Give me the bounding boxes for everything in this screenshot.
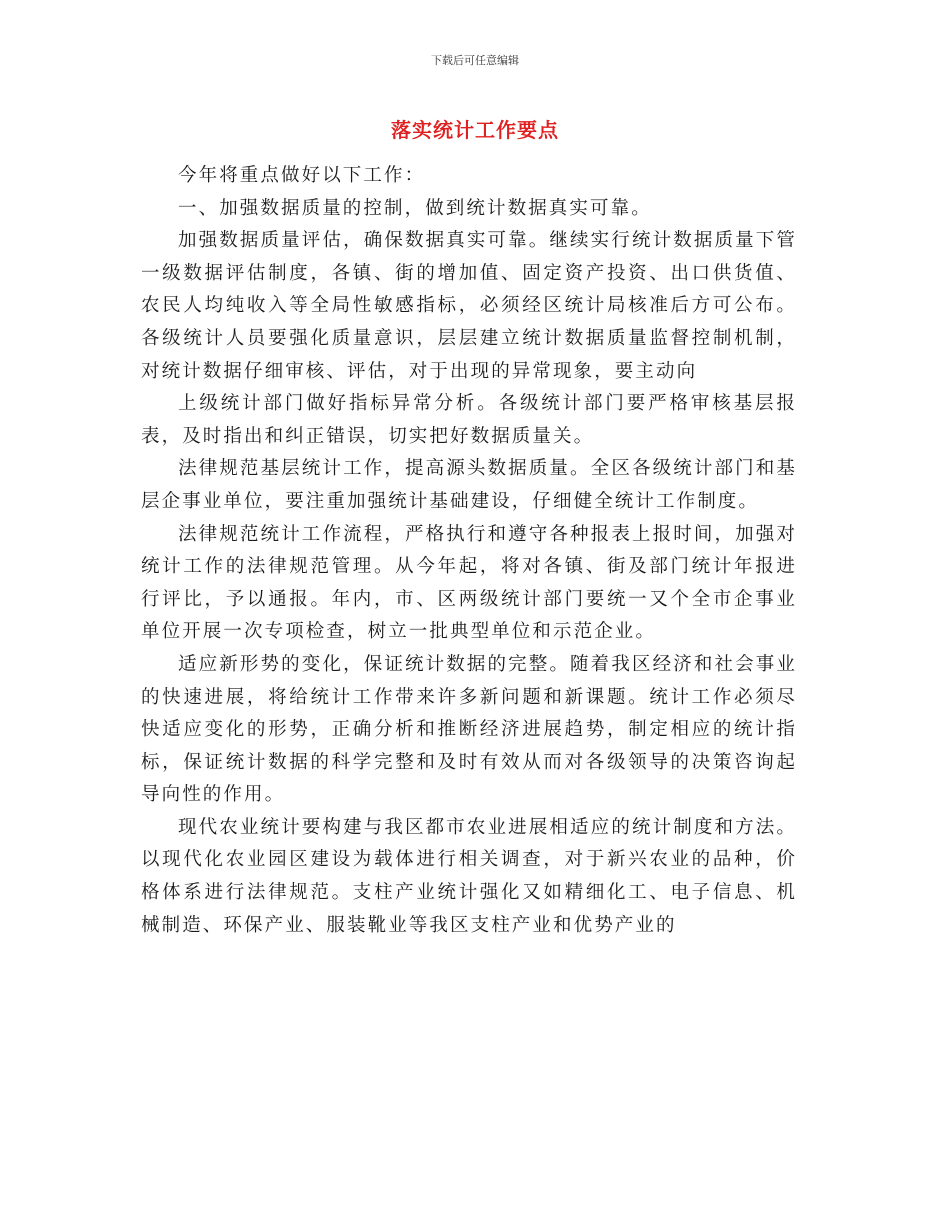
paragraph-quality-assessment: 加强数据质量评估，确保数据真实可靠。继续实行统计数据质量下管一级数据评估制度，各镇、街的增加值、固定资产投资、出口供货值、农民人均纯收入等全局性敏感指标，必须经区统计局核准后方可公布。各级统计人员要强化质量意识，层层建立统计数据质量监督控制机制，对统计数据仔细审核、评估，对于出现的异常现象，要主动向	[141, 230, 797, 382]
paragraph-workflow-standards: 法律规范统计工作流程，严格执行和遵守各种报表上报时间，加强对统计工作的法律规范管理。从今年起，将对各镇、街及部门统计年报进行评比，予以通报。年内，市、区两级统计部门要统一又个全市企事业单位开展一次专项检查，树立一批典型单位和示范企业。	[141, 523, 797, 643]
paragraph-grassroots-statistics: 法律规范基层统计工作，提高源头数据质量。全区各级统计部门和基层企事业单位，要注重加强统计基础建设，仔细健全统计工作制度。	[141, 458, 797, 512]
paragraph-modern-agriculture: 现代农业统计要构建与我区都市农业进展相适应的统计制度和方法。以现代化农业园区建设为载体进行相关调查，对于新兴农业的品种，价格体系进行法律规范。支柱产业统计强化又如精细化工、电子信息、机械制造、环保产业、服装靴业等我区支柱产业和优势产业的	[141, 816, 797, 936]
paragraph-section-heading: 一、加强数据质量的控制，做到统计数据真实可靠。	[178, 197, 652, 219]
paragraph-anomaly-analysis: 上级统计部门做好指标异常分析。各级统计部门要严格审核基层报表，及时指出和纠正错误，切实把好数据质量关。	[141, 393, 797, 447]
header-note: 下载后可任意编辑	[431, 54, 519, 67]
document-title: 落实统计工作要点	[391, 118, 559, 142]
paragraph-new-situation: 适应新形势的变化，保证统计数据的完整。随着我区经济和社会事业的快速进展，将给统计工作带来许多新问题和新课题。统计工作必须尽快适应变化的形势，正确分析和推断经济进展趋势，制定相应的统计指标，保证统计数据的科学完整和及时有效从而对各级领导的决策咨询起导向性的作用。	[141, 653, 797, 806]
paragraph-intro: 今年将重点做好以下工作：	[178, 165, 426, 186]
document-body	[141, 160, 797, 942]
